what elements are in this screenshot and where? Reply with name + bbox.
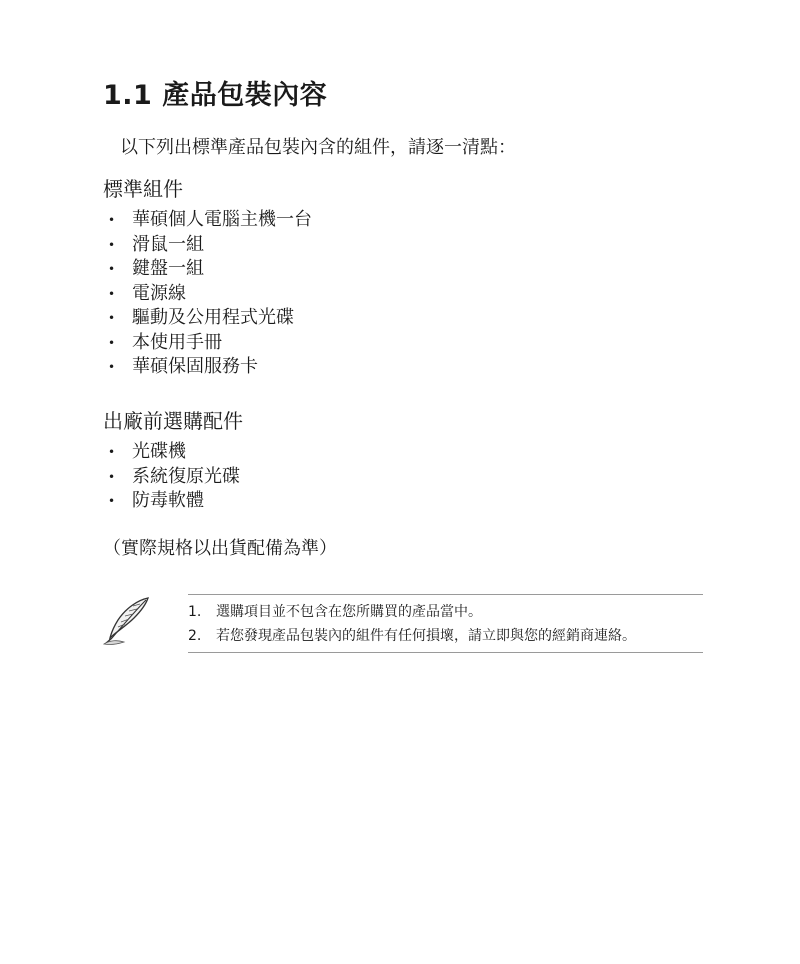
note-item: [188, 600, 636, 624]
list-item-text: 防毒軟體: [132, 490, 204, 511]
list-item: [108, 208, 312, 233]
list-item: [108, 282, 312, 307]
note-box: [188, 594, 703, 653]
list-item-text: 光碟機: [132, 441, 186, 462]
list-item-text: 華碩保固服務卡: [132, 356, 258, 377]
list-item: [108, 233, 312, 258]
bullet-icon: •: [108, 262, 116, 277]
list-item: [108, 257, 312, 282]
bullet-icon: •: [108, 469, 116, 484]
note-number: 2.: [188, 628, 202, 644]
note-list: [188, 600, 636, 648]
list-item: [108, 331, 312, 356]
list-item: [108, 355, 312, 380]
intro-text: 以下列出標準產品包裝內含的組件，請逐一清點：: [120, 137, 516, 158]
bullet-icon: •: [108, 360, 116, 375]
list-item-text: 驅動及公用程式光碟: [132, 307, 294, 328]
bullet-icon: •: [108, 494, 116, 509]
bullet-icon: •: [108, 237, 116, 252]
list-item-text: 滑鼠一組: [132, 233, 204, 255]
section-heading: 1.1 產品包裝內容: [103, 80, 328, 111]
list-item-text: 電源線: [132, 282, 186, 304]
feather-quill-icon: [100, 594, 154, 646]
note-item: [188, 624, 636, 648]
bullet-icon: •: [108, 311, 116, 326]
note-text: 若您發現產品包裝內的組件有任何損壞，請立即與您的經銷商連絡。: [216, 628, 636, 644]
bullet-icon: •: [108, 286, 116, 301]
note-number: 1.: [188, 604, 202, 620]
bullet-icon: •: [108, 445, 116, 460]
list-item: [108, 489, 240, 514]
optional-items-title: 出廠前選購配件: [103, 409, 243, 433]
standard-items-list: [108, 208, 312, 380]
bullet-icon: •: [108, 335, 116, 350]
standard-items-title: 標準組件: [103, 177, 183, 201]
list-item: [108, 440, 240, 465]
list-item: [108, 465, 240, 490]
note-text: 選購項目並不包含在您所購買的產品當中。: [216, 604, 482, 620]
list-item-text: 鍵盤一組: [132, 258, 204, 279]
optional-items-list: [108, 440, 240, 514]
list-item-text: 系統復原光碟: [132, 465, 240, 487]
list-item-text: 本使用手冊: [132, 331, 222, 353]
bullet-icon: •: [108, 213, 116, 228]
spec-footnote: （實際規格以出貨配備為準）: [103, 538, 337, 559]
list-item-text: 華碩個人電腦主機一台: [132, 209, 312, 230]
list-item: [108, 306, 312, 331]
